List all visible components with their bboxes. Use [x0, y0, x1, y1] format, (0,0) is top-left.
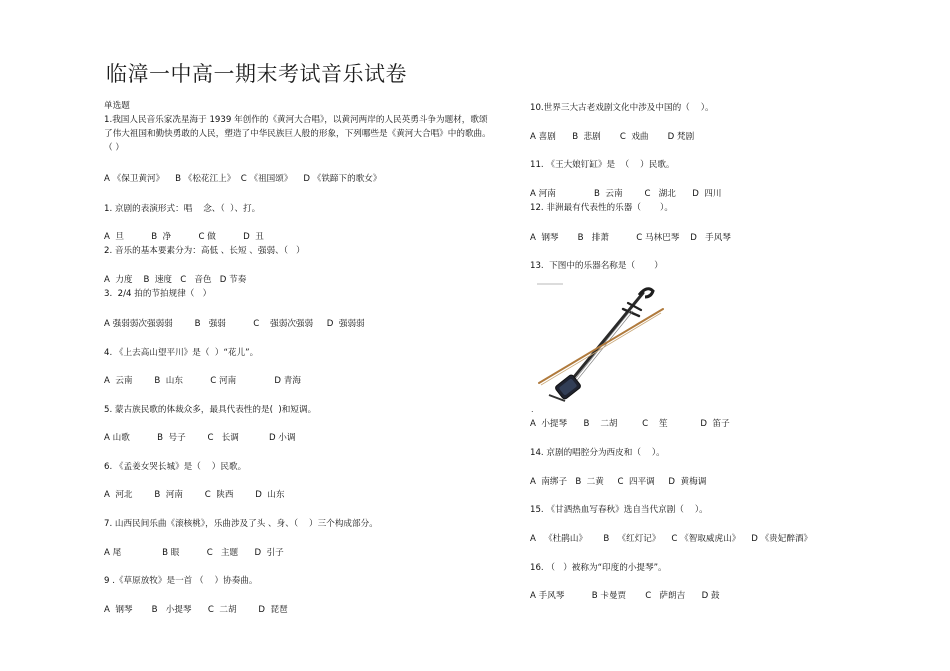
right-line: A 钢琴 B 排萧 C 马林巴琴 D 手风琴	[530, 233, 731, 243]
right-line: A 河南 B 云南 C 湖北 D 四川	[530, 189, 722, 199]
left-line: A 尾 B 眼 C 主题 D 引子	[104, 548, 284, 558]
left-line: 6. 《孟姜女哭长城》是（ ）民歌。	[104, 462, 247, 472]
left-line: 5. 蒙古族民歌的体裁众多，最具代表性的是( )和短调。	[104, 405, 317, 415]
right-line: 14. 京剧的唱腔分为西皮和（ ）。	[530, 448, 665, 458]
left-line: A 云南 B 山东 C 河南 D 青海	[104, 376, 301, 386]
right-line: A 手风琴 B 卡曼贾 C 萨朗吉 D 鼓	[530, 591, 720, 601]
question-1-text: 1.我国人民音乐家冼星海于 1939 年创作的《黄河大合唱》，以黄河两岸的人民英勇斗争为题材，歌颂了伟大祖国和勤快勇敢的人民，塑造了中华民族巨人般的形象，下列哪些是《黄河大合唱》中的歌曲。（ ）	[104, 115, 491, 154]
left-line: 9 .《草原放牧》是一首 （ ）协奏曲。	[104, 576, 258, 586]
right-line: 11. 《王大娘钉缸》是 （ ）民歌。	[530, 160, 675, 170]
erhu-image	[535, 283, 665, 405]
right-line: A 《杜鹃山》 B 《红灯记》 C 《智取威虎山》 D 《贵妃醉酒》	[530, 534, 813, 544]
left-line: 7. 山西民间乐曲《滚核桃》，乐曲涉及了头 、身、（ ）三个构成部分。	[104, 519, 378, 529]
right-line: 15. 《甘洒热血写春秋》选自当代京剧（ ）。	[530, 505, 708, 515]
right-line: A 南绑子 B 二黄 C 四平调 D 黄梅调	[530, 477, 707, 487]
right-line: A 喜剧 B 悲剧 C 戏曲 D 梵剧	[530, 132, 695, 142]
left-line: A 力度 B 速度 C 音色 D 节奏	[104, 275, 247, 285]
left-line: A 钢琴 B 小提琴 C 二胡 D 琵琶	[104, 605, 288, 615]
left-column	[104, 0, 499, 671]
left-line: 2. 音乐的基本要素分为：高低 、长短 、强弱、（ ）	[104, 246, 305, 256]
right-line: 13. 下图中的乐器名称是（ ）	[530, 261, 663, 271]
left-line: A 旦 B 净 C 做 D 丑	[104, 232, 264, 242]
left-line: A 《保卫黄河》 B 《松花江上》 C 《祖国颂》 D 《铁蹄下的歌女》	[104, 174, 382, 184]
right-line: 10.世界三大古老戏剧文化中涉及中国的（ ）。	[530, 103, 714, 113]
image-caption-dot: .	[531, 405, 534, 414]
right-line: A 小提琴 B 二胡 C 笙 D 笛子	[530, 419, 730, 429]
left-line: A 山歌 B 号子 C 长调 D 小调	[104, 433, 296, 443]
right-line: 12. 非洲最有代表性的乐器（ ）。	[530, 203, 673, 213]
page-title: 临漳一中高一期末考试音乐试卷	[106, 62, 407, 86]
left-line: 4. 《上去高山望平川》是（ ）“花儿”。	[104, 348, 259, 358]
right-line: 16. （ ）被称为“印度的小提琴”。	[530, 563, 667, 573]
section-heading: 单选题	[104, 101, 130, 111]
left-line: A 强弱弱次强弱弱 B 强弱 C 强弱次强弱 D 强弱弱	[104, 319, 365, 329]
left-line: 3. 2/4 拍的节拍规律（ ）	[104, 289, 212, 299]
left-line: 1. 京剧的表演形式：唱 念、（ ）、打。	[104, 204, 261, 214]
left-line: A 河北 B 河南 C 陕西 D 山东	[104, 490, 285, 500]
